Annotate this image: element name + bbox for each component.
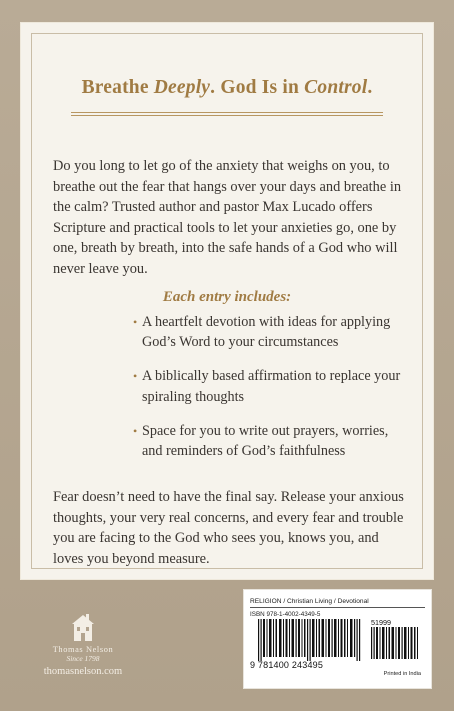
list-item: • A heartfelt devotion with ideas for applying God’s Word to your circumstances <box>133 314 391 351</box>
list-item: • A biblically based affirmation to replace your spiraling thoughts <box>133 368 401 405</box>
publisher-url: thomasnelson.com <box>43 666 123 677</box>
category-label: RELIGION / Christian Living / Devotional <box>250 596 425 608</box>
house-icon <box>71 612 95 642</box>
printed-in: Printed in India <box>383 671 421 677</box>
barcode-digits: 9 781400 243495 <box>250 660 324 670</box>
intro-paragraph: Do you long to let go of the anxiety that weighs on you, to breathe out the fear that hangs over your days and breathe in the calm? Trusted author and pastor Max Lucado offers Scripture and practical tools to let your anxieties go, one by one, breath by breath, into the safe hands of a God who will never leave you. <box>53 158 402 277</box>
barcode-area <box>250 619 425 677</box>
barcode-label <box>243 589 432 689</box>
publisher-since: Since 1798 <box>66 654 100 663</box>
list-item: • Space for you to write out prayers, worries, and reminders of God’s faithfulness <box>133 422 389 460</box>
price-code: 51999 <box>371 618 391 627</box>
isbn-barcode <box>250 619 426 661</box>
entries-heading: Each entry includes: <box>162 289 292 305</box>
bullet-icon: • <box>133 369 138 384</box>
publisher-name: Thomas Nelson <box>52 645 114 654</box>
isbn-text: ISBN 978-1-4002-4349-5 <box>250 611 321 618</box>
double-rule-divider <box>71 112 383 118</box>
closing-paragraph: Fear doesn’t need to have the final say. Release your anxious thoughts, your very real concerns, and every fear and trouble you are facing to the God who sees you, knows you, and loves you beyond measure. <box>53 489 404 567</box>
bullet-icon: • <box>133 423 138 438</box>
entries-list <box>133 312 403 475</box>
bullet-icon: • <box>133 315 138 329</box>
publisher-logo <box>28 612 138 677</box>
book-tagline: Breathe Deeply. God Is in Control. <box>81 77 373 98</box>
description-panel <box>20 22 434 580</box>
